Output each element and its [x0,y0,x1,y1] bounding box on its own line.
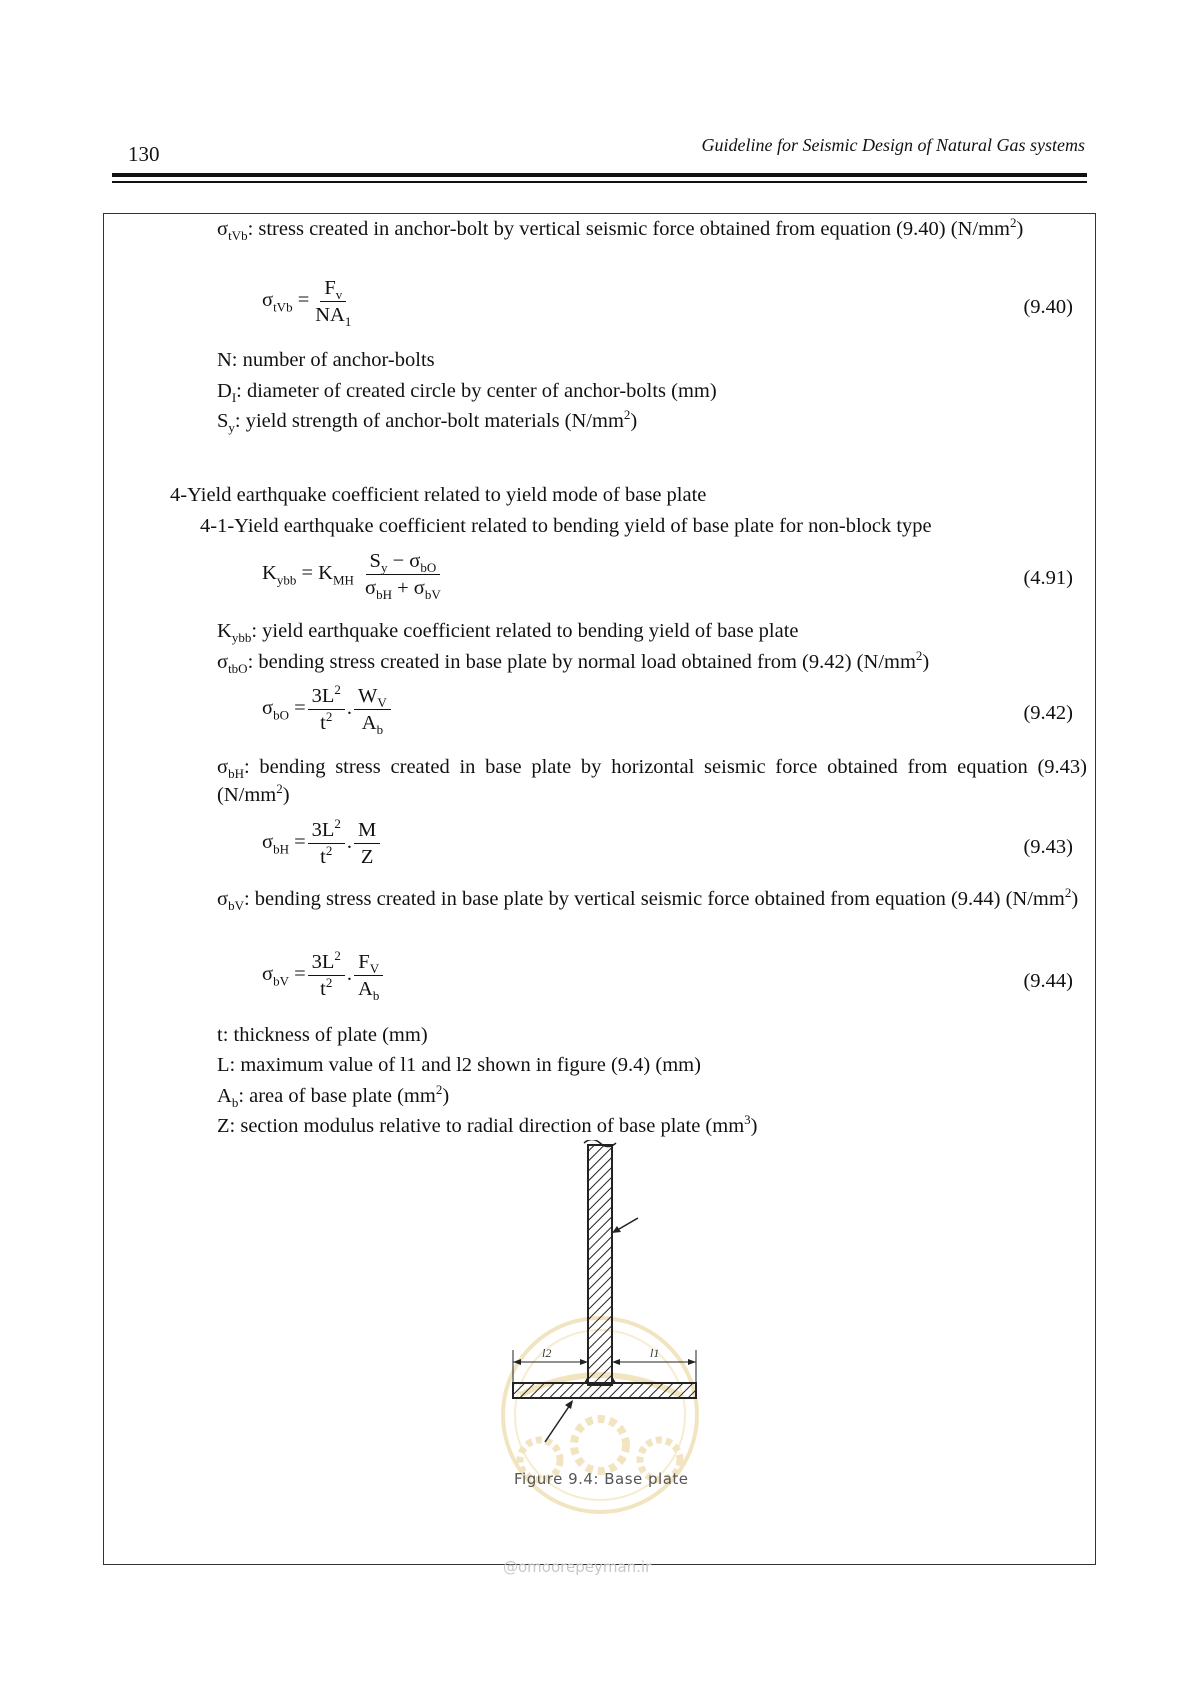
n-definition: N: number of anchor-bolts [217,349,435,371]
watermark-text: @omoorepeyman.ir [503,1558,652,1576]
equation-number-4-91: (4.91) [1023,567,1073,589]
subsection-heading: 4-1-Yield earthquake coefficient related to bending yield of base plate for non-block type [200,515,932,537]
label-l1: l1 [650,1346,660,1360]
section-heading: 4-Yield earthquake coefficient related to yield mode of base plate [170,484,707,506]
equation-number-9-40: (9.40) [1023,296,1073,318]
equation-9-44: $\sigma_{bV}$ = $\frac{3L^2}{t^2}$ . $\frac{F_V}{A_b}$ [262,950,385,1001]
sy-definition: $S_y$: yield strength of anchor-bolt materials $(N/mm^2)$ [217,407,638,436]
equation-number-9-44: (9.44) [1023,970,1073,992]
equation-9-42: $\sigma_{bO}$ = $\frac{3L^2}{t^2}$ . $\frac{W_V}{A_b}$ [262,684,393,735]
equation-number-9-43: (9.43) [1023,836,1073,858]
header-rule-thin [112,181,1087,183]
label-l2: l2 [542,1346,552,1360]
ab-definition: $A_b$: area of base plate $(mm^2)$ [217,1082,450,1111]
equation-9-40: $\sigma_{tVb}$ = $\frac{F_v}{NA_1}$ [262,277,352,330]
t-definition: t: thickness of plate (mm) [217,1024,428,1046]
di-definition: $D_I$: diameter of created circle by center of anchor-bolts (mm) [217,380,717,406]
sigma-bv-definition: $\sigma_{bV}$: bending stress created in base plate by vertical seismic force obtained from equation (9.44) $(N/mm^2)$ [217,885,1079,914]
sigma-tvb-definition: $\sigma_{tVb}$: stress created in anchor-bolt by vertical seismic force obtained from equation (9.40) $(N/mm^2)$ [217,215,1024,244]
header-rule-thick [112,173,1087,177]
running-title: Guideline for Seismic Design of Natural Gas systems [701,135,1085,155]
equation-9-43: $\sigma_{bH}$ = $\frac{3L^2}{t^2}$ . $\frac{M}{Z}$ [262,818,382,869]
figure-caption: Figure 9.4: Base plate [514,1470,689,1488]
kybb-definition: $K_{ybb}$: yield earthquake coefficient related to bending yield of base plate [217,620,799,646]
equation-number-9-42: (9.42) [1023,702,1073,724]
base-plate-figure [480,1140,720,1520]
z-definition: Z: section modulus relative to radial direction of base plate $(mm^3)$ [217,1112,758,1137]
sigma-tbo-definition: $\sigma_{tbO}$: bending stress created in base plate by normal load obtained from (9.42) $(N/mm^2)$ [217,648,930,677]
page-number: 130 [128,142,160,166]
l-definition: L: maximum value of l1 and l2 shown in figure (9.4) (mm) [217,1054,701,1076]
equation-4-91: $K_{ybb} = K_{MH}$ $\frac{S_y - \sigma_{bO}}{\sigma_{bH} + \sigma_{bV}}$ [262,550,441,603]
sigma-bh-definition: $\sigma_{bH}$: bending stress created in base plate by horizontal seismic force obtained from equation (9.43) $(N/mm^2)$ [217,756,1087,806]
